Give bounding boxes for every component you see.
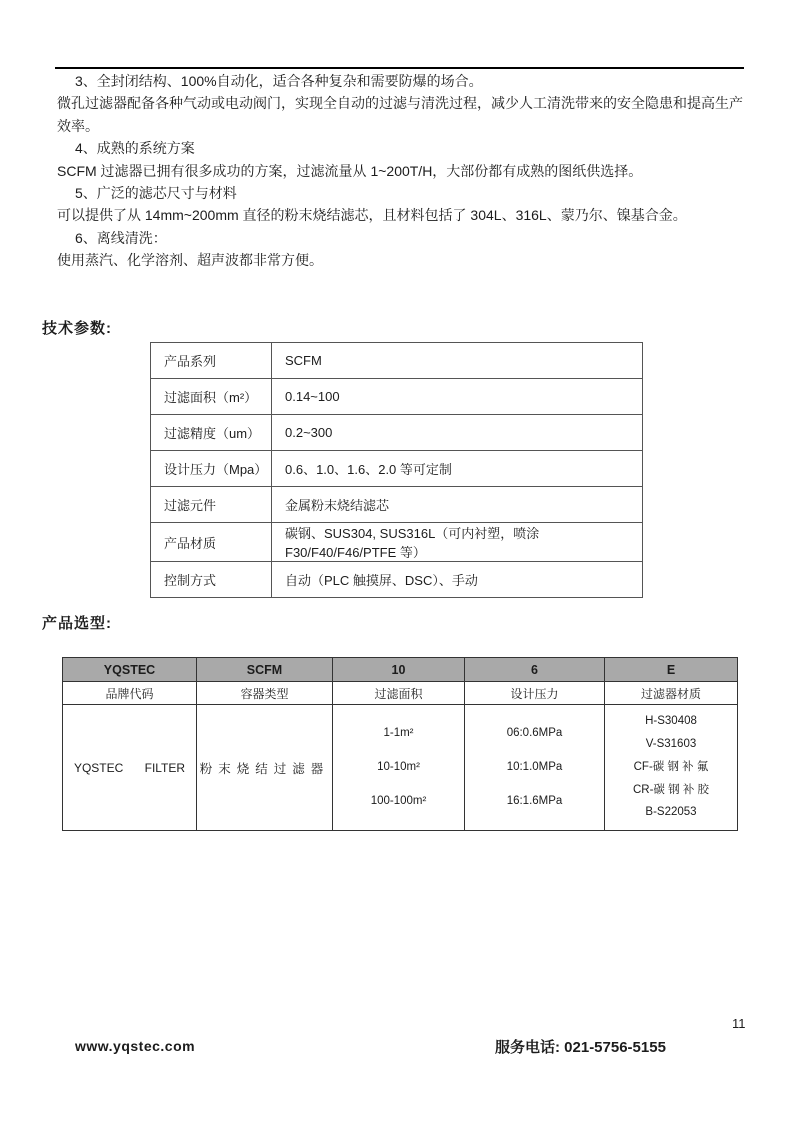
tech-params-heading: 技术参数: — [42, 320, 112, 337]
page-number: 11 — [732, 1016, 746, 1031]
footer-service-phone: 服务电话: 021-5756-5155 — [495, 1039, 666, 1056]
vessel-type-cell: 粉末烧结过滤器 — [197, 705, 333, 831]
param-value: 0.6、1.0、1.6、2.0 等可定制 — [272, 451, 643, 487]
label-cell: 品牌代码 — [63, 682, 197, 705]
intro-line: SCFM 过滤器已拥有很多成功的方案，过滤流量从 1~200T/H，大部份都有成熟的图纸供选择。 — [57, 162, 643, 179]
table-row — [151, 343, 643, 379]
intro-line: 4、成熟的系统方案 — [75, 140, 195, 157]
table-row — [151, 562, 643, 598]
code-cell: YQSTEC — [63, 658, 197, 682]
param-label: 产品系列 — [151, 343, 272, 379]
label-cell: 设计压力 — [465, 682, 605, 705]
table-row — [151, 415, 643, 451]
selection-label-row — [63, 682, 738, 705]
design-pressure-cell — [465, 705, 605, 831]
selection-data-row — [63, 705, 738, 831]
material-option: V-S31603 — [645, 738, 697, 750]
brand-cell: YQSTEC FILTER — [63, 705, 197, 831]
table-row — [151, 451, 643, 487]
intro-text-block — [57, 70, 747, 272]
product-selection-table — [62, 657, 738, 831]
design-pressure-option: 10:1.0MPa — [506, 760, 563, 773]
label-cell: 过滤面积 — [333, 682, 465, 705]
param-label: 产品材质 — [151, 523, 272, 562]
intro-line: 3、全封闭结构、100%自动化，适合各种复杂和需要防爆的场合。 — [75, 73, 483, 89]
filter-area-option: 10-10m² — [377, 760, 420, 773]
material-option: B-S22053 — [645, 806, 697, 819]
param-label: 设计压力（Mpa） — [151, 451, 272, 487]
param-label: 过滤精度（um） — [151, 415, 272, 451]
code-cell: 6 — [465, 658, 605, 682]
product-selection-heading: 产品选型: — [42, 615, 112, 632]
intro-line: 5、广泛的滤芯尺寸与材料 — [75, 185, 237, 202]
param-value: SCFM — [272, 343, 643, 379]
intro-line: 微孔过滤器配备各种气动或电动阀门，实现全自动的过滤与清洗过程，减少人工清洗带来的安全隐患和提高生产效率。 — [57, 95, 743, 134]
tech-params-table — [150, 342, 643, 598]
design-pressure-option: 16:1.6MPa — [506, 794, 563, 807]
code-cell: SCFM — [197, 658, 333, 682]
footer-website: www.yqstec.com — [75, 1038, 196, 1054]
param-value: 金属粉末烧结滤芯 — [272, 487, 643, 523]
intro-line: 使用蒸汽、化学溶剂、超声波都非常方便。 — [57, 252, 323, 269]
param-value: 0.14~100 — [272, 379, 643, 415]
param-value: 碳钢、SUS304, SUS316L（可内衬塑，喷涂 F30/F40/F46/PTFE 等） — [272, 523, 643, 562]
param-label: 过滤元件 — [151, 487, 272, 523]
table-row — [151, 487, 643, 523]
intro-line: 6、离线清洗： — [75, 229, 167, 246]
filter-area-option: 100-100m² — [370, 794, 427, 807]
param-label: 控制方式 — [151, 562, 272, 598]
header-rule — [55, 67, 744, 69]
param-value: 0.2~300 — [272, 415, 643, 451]
param-label: 过滤面积（m²） — [151, 379, 272, 415]
material-option: H-S30408 — [645, 715, 697, 728]
material-option: CF-碳 钢 补 氟 — [633, 760, 709, 773]
intro-line: 可以提供了从 14mm~200mm 直径的粉末烧结滤芯，且材料包括了 304L、316L、蒙乃尔、镍基合金。 — [57, 207, 687, 224]
material-option: CR-碳 钢 补 胶 — [632, 783, 710, 796]
material-cell — [605, 705, 738, 831]
param-value: 自动（PLC 触摸屏、DSC）、手动 — [272, 562, 643, 598]
code-cell: E — [605, 658, 738, 682]
table-row — [151, 523, 643, 562]
code-cell: 10 — [333, 658, 465, 682]
label-cell: 过滤器材质 — [605, 682, 738, 705]
label-cell: 容器类型 — [197, 682, 333, 705]
selection-code-row — [63, 658, 738, 682]
filter-area-cell — [333, 705, 465, 831]
table-row — [151, 379, 643, 415]
filter-area-option: 1-1m² — [383, 726, 414, 739]
design-pressure-option: 06:0.6MPa — [506, 726, 563, 739]
